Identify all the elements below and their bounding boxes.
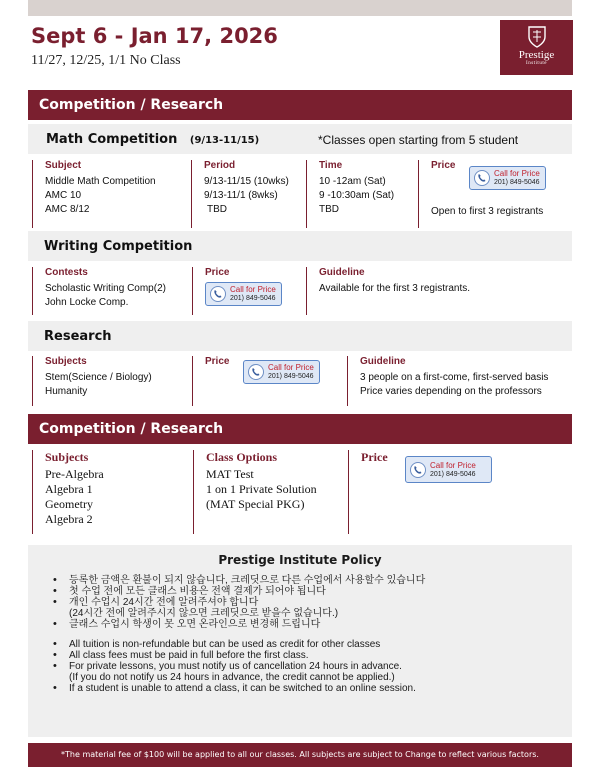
writing-price-header: Price bbox=[205, 267, 230, 278]
call-phone-number: 201) 849-5046 bbox=[494, 179, 540, 186]
writing-price-col bbox=[192, 267, 306, 315]
math-subject-3: AMC 8/12 bbox=[45, 204, 90, 215]
writing-heading: Writing Competition bbox=[44, 239, 193, 254]
call-for-price-label: Call for Price bbox=[494, 169, 540, 178]
logo-sub: Institute bbox=[526, 61, 547, 66]
call-for-price-label: Call for Price bbox=[230, 285, 276, 294]
math2-subject-4: Algebra 2 bbox=[45, 512, 93, 526]
math-period-col bbox=[191, 160, 304, 228]
call-for-price-label: Call for Price bbox=[430, 460, 476, 470]
page-title: Sept 6 - Jan 17, 2026 bbox=[31, 24, 278, 48]
policy-en-1: • All tuition is non-refundable but can be used as credit for other classes bbox=[53, 639, 563, 650]
call-phone-number: 201) 849-5046 bbox=[230, 295, 276, 302]
writing-contest-1: Scholastic Writing Comp(2) bbox=[45, 283, 166, 294]
policy-ko-2: • 첫 수업 전에 모든 클래스 비용은 전액 결제가 되어야 됩니다 bbox=[53, 586, 563, 597]
research-guideline-1: 3 people on a first-come, first-served basis bbox=[360, 372, 549, 383]
policy-gap bbox=[53, 630, 563, 639]
logo-name: Prestige bbox=[518, 49, 555, 61]
policy-ko-3: • 개인 수업시 24시간 전에 알려주셔야 합니다 bbox=[53, 597, 563, 608]
math-subject-col bbox=[32, 160, 190, 228]
math-period-header: Period bbox=[204, 160, 236, 171]
math-subject-1: Middle Math Competition bbox=[45, 176, 156, 187]
research-call-for-price-button[interactable] bbox=[243, 360, 320, 384]
policy-box bbox=[28, 545, 572, 737]
math-time-2: 9 -10:30am (Sat) bbox=[319, 190, 395, 201]
writing-contest-2: John Locke Comp. bbox=[45, 297, 129, 308]
policy-en-5: • If a student is unable to attend a class, it can be switched to an online session. bbox=[53, 683, 563, 694]
math-subject-2: AMC 10 bbox=[45, 190, 82, 201]
math2-subject-3: Geometry bbox=[45, 497, 93, 511]
phone-icon bbox=[210, 286, 226, 302]
math2-option-2: 1 on 1 Private Solution bbox=[206, 482, 317, 496]
math-heading bbox=[46, 132, 259, 147]
section-band-1: Competition / Research bbox=[28, 90, 572, 120]
math-time-header: Time bbox=[319, 160, 343, 171]
math-period-2: 9/13-11/1 (8wks) bbox=[204, 190, 278, 201]
writing-contests-header: Contests bbox=[45, 267, 88, 278]
research-heading: Research bbox=[44, 329, 112, 344]
policy-list bbox=[53, 575, 563, 694]
math2-subjects-col bbox=[32, 450, 192, 534]
math-subject-header: Subject bbox=[45, 160, 82, 171]
policy-en-3: • For private lessons, you must notify us of cancellation 24 hours in advance. bbox=[53, 661, 563, 672]
call-for-price-label: Call for Price bbox=[268, 363, 314, 372]
research-subjects-col bbox=[32, 356, 192, 406]
top-strip bbox=[28, 0, 572, 16]
call-phone-number: 201) 849-5046 bbox=[268, 373, 314, 380]
writing-guideline-header: Guideline bbox=[319, 267, 365, 278]
writing-call-for-price-button[interactable] bbox=[205, 282, 282, 306]
writing-guideline-col bbox=[306, 267, 570, 315]
math2-subjects-header: Subjects bbox=[45, 450, 89, 464]
research-subject-1: Stem(Science / Biology) bbox=[45, 372, 152, 383]
math-time-col bbox=[306, 160, 418, 228]
research-guideline-col bbox=[347, 356, 570, 406]
math2-price-header: Price bbox=[361, 450, 388, 464]
math-price-header: Price bbox=[431, 160, 456, 171]
math2-subject-1: Pre-Algebra bbox=[45, 467, 104, 481]
math2-options-header: Class Options bbox=[206, 450, 278, 464]
math-heading-text: Math Competition bbox=[46, 132, 178, 147]
phone-icon bbox=[248, 364, 264, 380]
math2-subject-2: Algebra 1 bbox=[45, 482, 93, 496]
math-time-3: TBD bbox=[319, 204, 339, 215]
writing-contests-col bbox=[32, 267, 192, 315]
policy-title: Prestige Institute Policy bbox=[218, 553, 382, 567]
research-subjects-header: Subjects bbox=[45, 356, 87, 367]
policy-ko-5: • 클래스 수업시 학생이 못 오면 온라인으로 변경해 드립니다 bbox=[53, 619, 563, 630]
research-guideline-header: Guideline bbox=[360, 356, 406, 367]
writing-guideline-text: Available for the first 3 registrants. bbox=[319, 283, 470, 294]
math-price-col bbox=[418, 160, 568, 228]
section-band-2: Competition / Research bbox=[28, 414, 572, 444]
logo bbox=[500, 20, 573, 75]
research-subject-2: Humanity bbox=[45, 386, 88, 397]
no-class-dates: 11/27, 12/25, 1/1 No Class bbox=[31, 53, 181, 68]
call-phone-number: 201) 849-5046 bbox=[430, 470, 476, 478]
math-period-3: TBD bbox=[207, 204, 227, 215]
math-price-note: Open to first 3 registrants bbox=[431, 206, 544, 217]
policy-ko-1: • 등록한 금액은 환불이 되지 않습니다, 크레딧으로 다른 수업에서 사용할수 있습니다 bbox=[53, 575, 563, 586]
research-price-col bbox=[192, 356, 346, 406]
policy-en-2: • All class fees must be paid in full before the first class. bbox=[53, 650, 563, 661]
math-dates: (9/13-11/15) bbox=[189, 135, 260, 146]
phone-icon bbox=[474, 170, 490, 186]
footer-note: *The material fee of $100 will be applied to all our classes. All subjects are subject to Change to reflect various factors. bbox=[28, 743, 572, 767]
research-price-header: Price bbox=[205, 356, 230, 367]
math-note: *Classes open starting from 5 student bbox=[318, 133, 519, 147]
math-period-1: 9/13-11/15 (10wks) bbox=[204, 176, 289, 187]
math-time-1: 10 -12am (Sat) bbox=[319, 176, 386, 187]
math-call-for-price-button[interactable] bbox=[469, 166, 546, 190]
crest-icon bbox=[527, 25, 547, 49]
math2-option-3: (MAT Special PKG) bbox=[206, 497, 305, 511]
phone-icon bbox=[410, 462, 426, 478]
math2-call-for-price-button[interactable] bbox=[405, 456, 492, 483]
policy-ko-4: (24시간 전에 알려주시지 않으면 크레딧으로 받을수 없습니다.) bbox=[69, 608, 339, 619]
math2-option-1: MAT Test bbox=[206, 467, 254, 481]
math2-options-col bbox=[193, 450, 348, 534]
policy-en-4: (If you do not notify us 24 hours in advance, the credit cannot be applied.) bbox=[69, 672, 395, 683]
math2-price-col bbox=[348, 450, 570, 534]
research-guideline-2: Price varies depending on the professors bbox=[360, 386, 542, 397]
